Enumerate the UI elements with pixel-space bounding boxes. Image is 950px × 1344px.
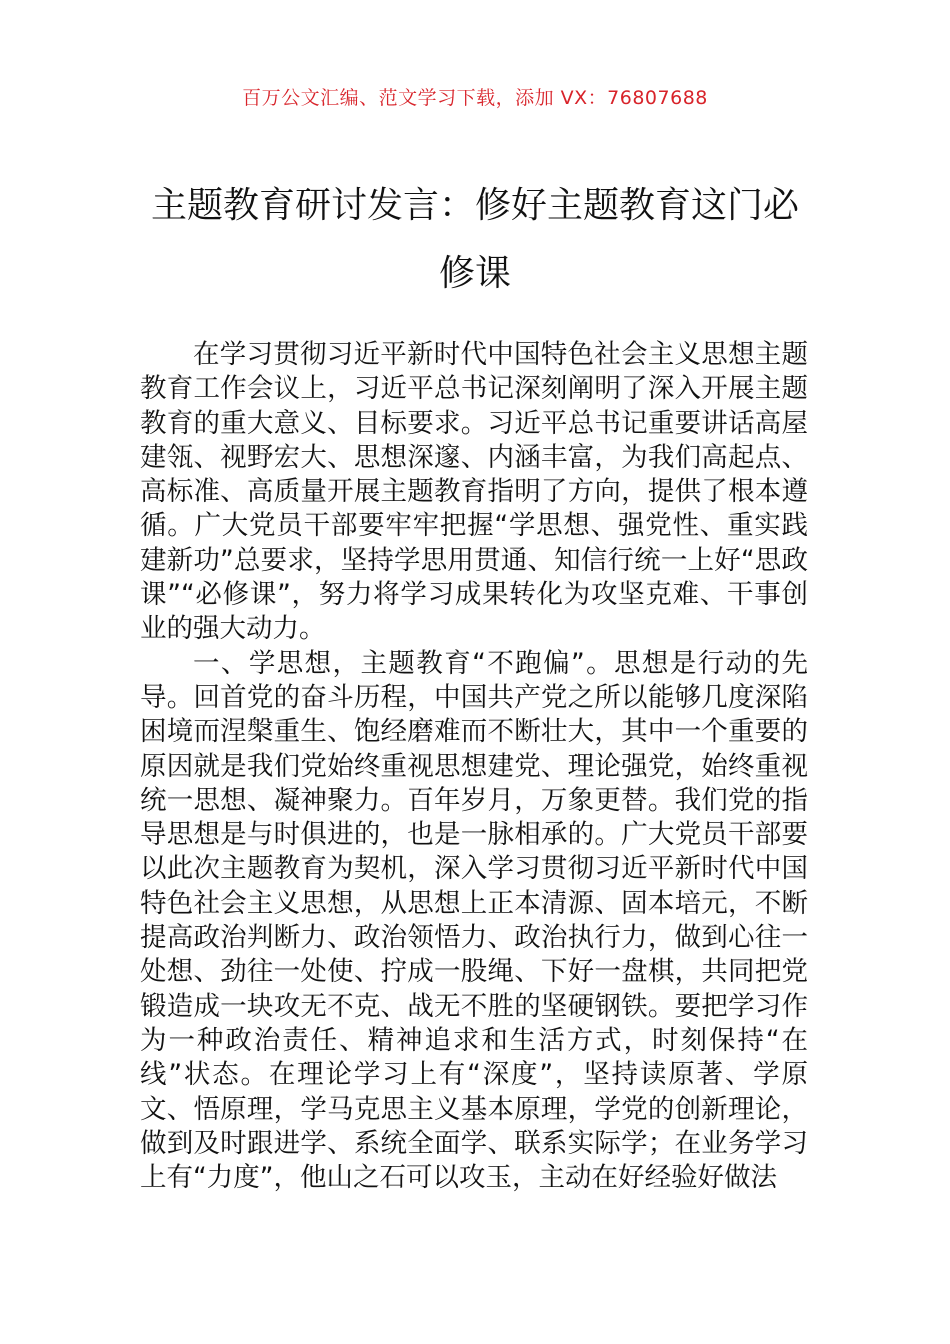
document-title: 主题教育研讨发言：修好主题教育这门必修课	[150, 185, 799, 294]
document-body	[140, 338, 808, 1195]
paragraph-intro: 在学习贯彻习近平新时代中国特色社会主义思想主题教育工作会议上，习近平总书记深刻阐明了深入开展主题教育的重大意义、目标要求。习近平总书记重要讲话高屋建瓴、视野宏大、思想深邃、内涵丰富，为我们高起点、高标准、高质量开展主题教育指明了方向，提供了根本遵循。广大党员干部要牢牢把握“学思想、强党性、重实践建新功”总要求，坚持学思用贯通、知信行统一上好“思政课”“必修课”，努力将学习成果转化为攻坚克难、干事创业的强大动力。	[140, 339, 808, 645]
header-watermark-note: 百万公文汇编、范文学习下载，添加 VX：76807688	[242, 87, 708, 109]
paragraph-section-one: 一、学思想，主题教育“不跑偏”。思想是行动的先导。回首党的奋斗历程，中国共产党之所以能够几度深陷困境而涅槃重生、饱经磨难而不断壮大，其中一个重要的原因就是我们党始终重视思想建党、理论强党，始终重视统一思想、凝神聚力。百年岁月，万象更替。我们党的指导思想是与时俱进的，也是一脉相承的。广大党员干部要以此次主题教育为契机，深入学习贯彻习近平新时代中国特色社会主义思想，从思想上正本清源、固本培元，不断提高政治判断力、政治领悟力、政治执行力，做到心往一处想、劲往一处使、拧成一股绳、下好一盘棋，共同把党锻造成一块攻无不克、战无不胜的坚硬钢铁。要把学习作为一种政治责任、精神追求和生活方式，时刻保持“在线”状态。在理论学习上有“深度”，坚持读原著、学原文、悟原理，学马克思主义基本原理，学党的创新理论，做到及时跟进学、系统全面学、联系实际学；在业务学习上有“力度”，他山之石可以攻玉，主动在好经验好做法	[140, 647, 808, 1194]
